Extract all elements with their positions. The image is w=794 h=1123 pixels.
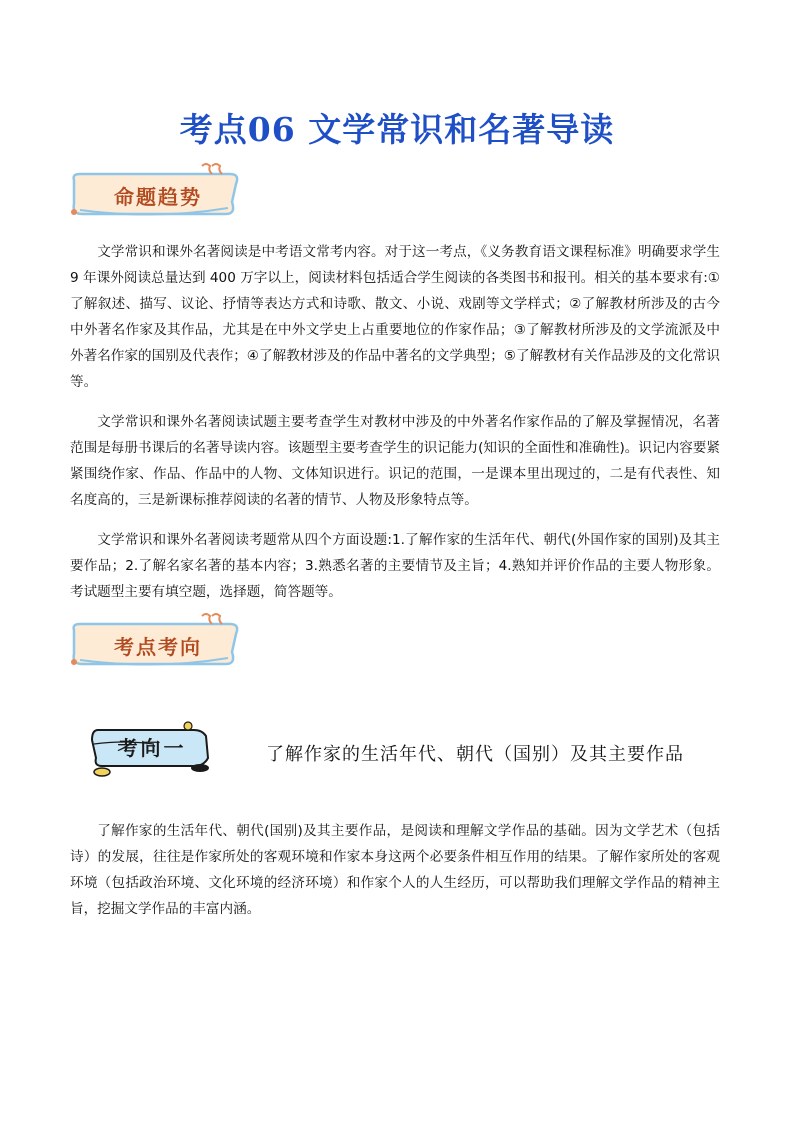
section-banner-trend [66, 162, 244, 224]
kaoxiang-badge-label: 考向一 [117, 736, 187, 760]
paragraph-author-era: 了解作家的生活年代、朝代(国别)及其主要作品，是阅读和理解文学作品的基础。因为文学艺术（包括诗）的发展，往往是作家所处的客观环境和作家本身这两个必要条件相互作用的结果。了解作家所处的客观环境（包括政治环境、文化环境的经济环境）和作家个人的人生经历，可以帮助我们理解文学作品的精神主旨，挖掘文学作品的丰富内涵。 [70, 823, 720, 917]
section-banner-direction [66, 612, 244, 674]
page-title: 考点06 文学常识和名著导读 [179, 110, 615, 149]
paragraph-exam-content: 文学常识和课外名著阅读试题主要考查学生对教材中涉及的中外著名作家作品的了解及掌握情况，名著范围是每册书课后的名著导读内容。该题型主要考查学生的识记能力(知识的全面性和准确性)。识记内容要紧紧围绕作家、作品、作品中的人物、文体知识进行。识记的范围，一是课本里出现过的，二是有代表性、知名度高的，三是新课标推荐阅读的名著的情节、人物及形象特点等。 [70, 414, 720, 508]
section-banner-label: 考点考向 [114, 635, 202, 659]
kaoxiang-heading: 了解作家的生活年代、朝代（国别）及其主要作品 [266, 744, 684, 765]
section-banner-label: 命题趋势 [114, 185, 202, 209]
paragraph-intro: 文学常识和课外名著阅读是中考语文常考内容。对于这一考点，《义务教育语文课程标准》明确要求学生 9 年课外阅读总量达到 400 万字以上，阅读材料包括适合学生阅读的各类图书和报刊。相关的基本要求有:①了解叙述、描写、议论、抒情等表达方式和诗歌、散文、小说、戏剧等文学样式；②了解教材所涉及的古今中外著名作家及其作品，尤其是在中外文学史上占重要地位的作家作品；③了解教材所涉及的文学流派及中外著名作家的国别及代表作；④了解教材涉及的作品中著名的文学典型；⑤了解教材有关作品涉及的文化常识等。 [70, 244, 720, 390]
paragraph-exam-types: 文学常识和课外名著阅读考题常从四个方面设题:1.了解作家的生活年代、朝代(外国作家的国别)及其主要作品；2.了解名家名著的基本内容；3.熟悉名著的主要情节及主旨；4.熟知并评价作品的主要人物形象。考试题型主要有填空题，选择题，简答题等。 [70, 532, 720, 600]
kaoxiang-badge [84, 718, 220, 778]
